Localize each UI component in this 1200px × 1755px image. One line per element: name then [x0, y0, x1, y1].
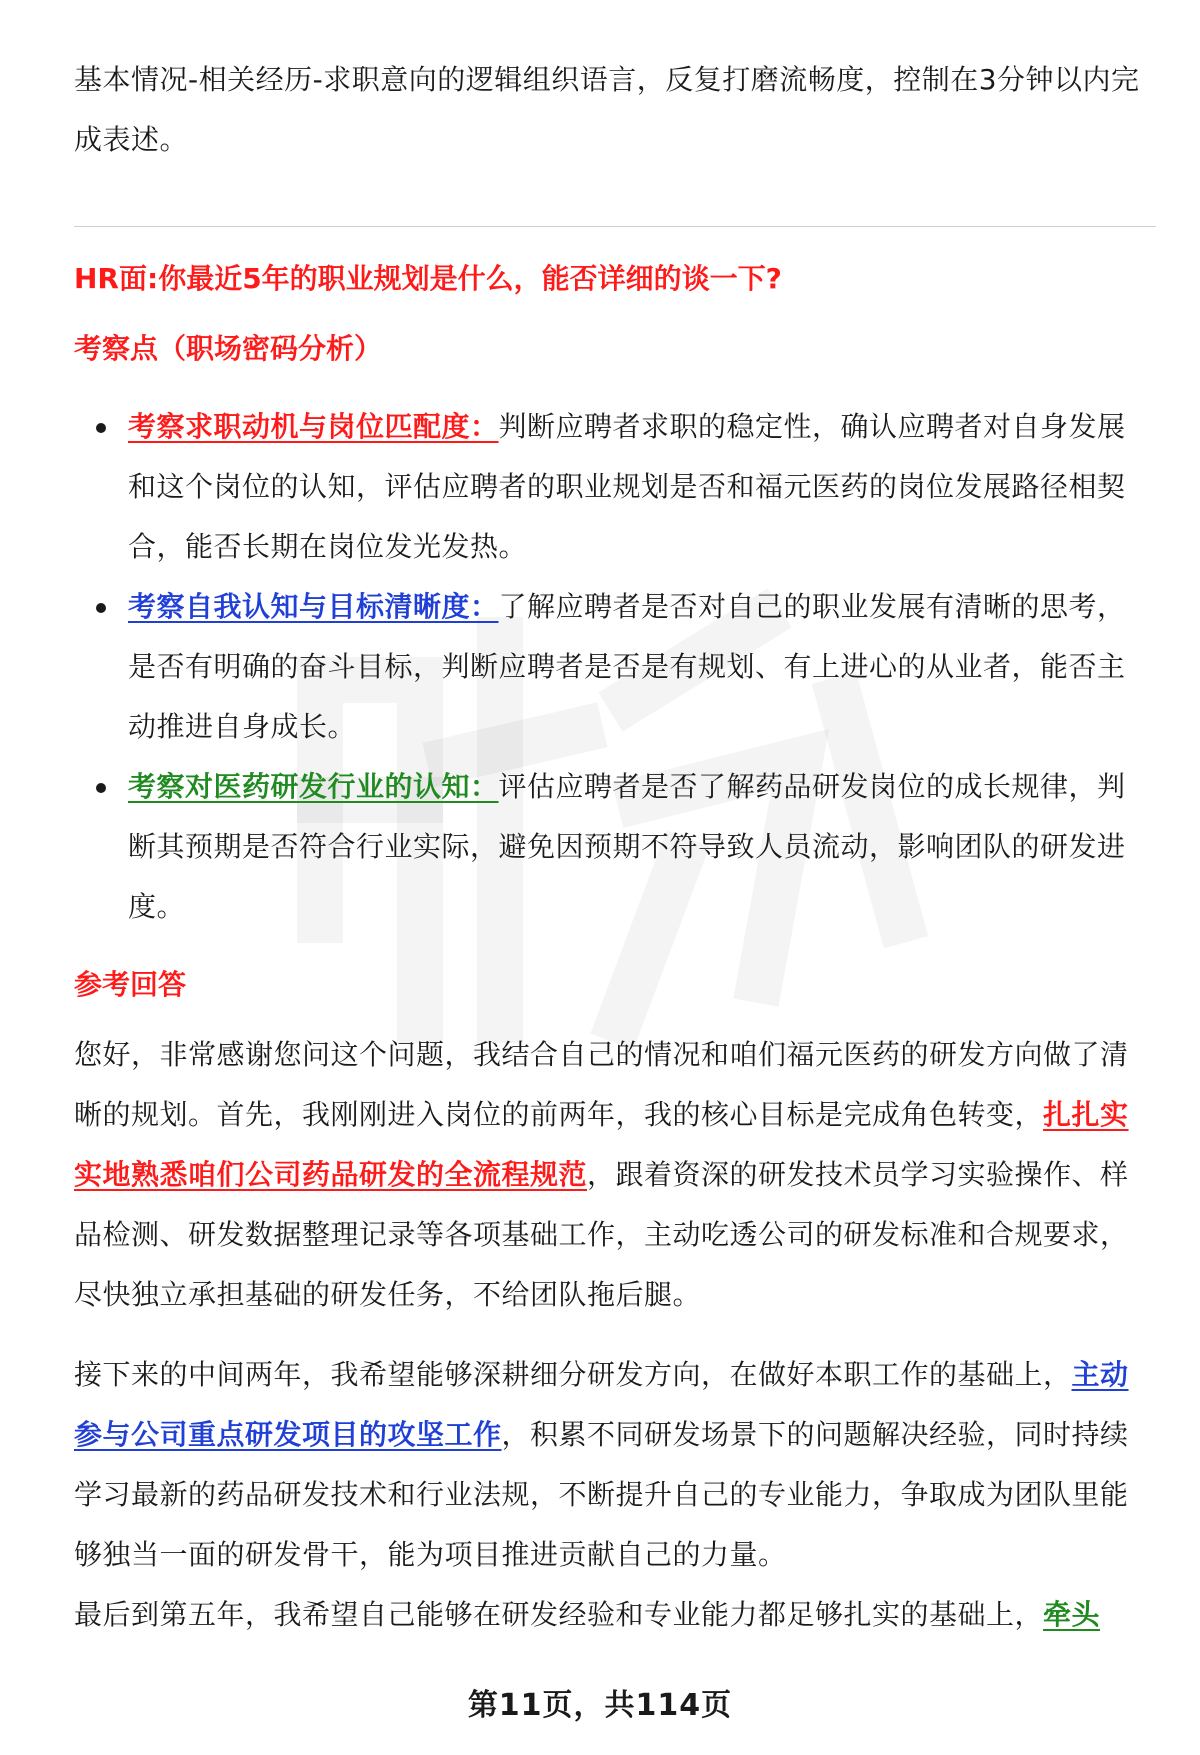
answer-paragraph-2 — [74, 1345, 1144, 1585]
bullet-keyword-motivation: 考察求职动机与岗位匹配度： — [128, 410, 499, 443]
answer-p1-keyword: 扎扎实实地熟悉咱们公司药品研发的全流程规范 — [74, 1098, 1129, 1191]
answer-p1-tail: ，跟着资深的研发技术员学习实验操作、样品检测、研发数据整理记录等各项基础工作，主动吃透公司的研发标准和合规要求，尽快独立承担基础的研发任务，不给团队拖后腿。 — [74, 1158, 1129, 1311]
focus-bullet-item — [74, 757, 1144, 937]
answer-p2-text: 接下来的中间两年，我希望能够深耕细分研发方向，在做好本职工作的基础上， — [74, 1358, 1072, 1391]
answer-paragraph-3 — [74, 1585, 1144, 1645]
bullet-dot-icon — [96, 783, 106, 793]
bullet-dot-icon — [96, 423, 106, 433]
section-divider — [74, 226, 1156, 227]
bullet-text-self-awareness: 了解应聘者是否对自己的职业发展有清晰的思考，是否有明确的奋斗目标，判断应聘者是否是有规划、有上进心的从业者，能否主动推进自身成长。 — [128, 590, 1126, 743]
bullet-text-industry: 评估应聘者是否了解药品研发岗位的成长规律，判断其预期是否符合行业实际，避免因预期不符导致人员流动，影响团队的研发进度。 — [128, 770, 1126, 923]
answer-p2-keyword: 主动参与公司重点研发项目的攻坚工作 — [74, 1358, 1129, 1451]
focus-bullet-item — [74, 577, 1144, 757]
answer-heading: 参考回答 — [74, 968, 187, 1001]
bullet-keyword-self-awareness: 考察自我认知与目标清晰度： — [128, 590, 499, 623]
focus-bullet-list — [74, 397, 1144, 937]
page-number-footer: 第11页，共114页 — [467, 1688, 733, 1723]
focus-heading: 考察点（职场密码分析） — [74, 332, 383, 365]
answer-p3-keyword: 牵头 — [1043, 1598, 1101, 1631]
answer-paragraph-1 — [74, 1025, 1144, 1325]
bullet-dot-icon — [96, 603, 106, 613]
focus-bullet-item — [74, 397, 1144, 577]
answer-p1-text: 您好，非常感谢您问这个问题，我结合自己的情况和咱们福元医药的研发方向做了清晰的规划。首先，我刚刚进入岗位的前两年，我的核心目标是完成角色转变， — [74, 1038, 1129, 1131]
question-heading: HR面:你最近5年的职业规划是什么，能否详细的谈一下? — [74, 262, 782, 295]
answer-p2-tail: ，积累不同研发场景下的问题解决经验，同时持续学习最新的药品研发技术和行业法规，不断提升自己的专业能力，争取成为团队里能够独当一面的研发骨干，能为项目推进贡献自己的力量。 — [74, 1418, 1129, 1571]
bullet-text-motivation: 判断应聘者求职的稳定性，确认应聘者对自身发展和这个岗位的认知，评估应聘者的职业规划是否和福元医药的岗位发展路径相契合，能否长期在岗位发光发热。 — [128, 410, 1126, 563]
intro-paragraph: 基本情况-相关经历-求职意向的逻辑组织语言，反复打磨流畅度，控制在3分钟以内完成表述。 — [74, 63, 1140, 156]
answer-p3-text: 最后到第五年，我希望自己能够在研发经验和专业能力都足够扎实的基础上， — [74, 1598, 1044, 1631]
bullet-keyword-industry: 考察对医药研发行业的认知： — [128, 770, 499, 803]
document-page — [74, 50, 1144, 1645]
